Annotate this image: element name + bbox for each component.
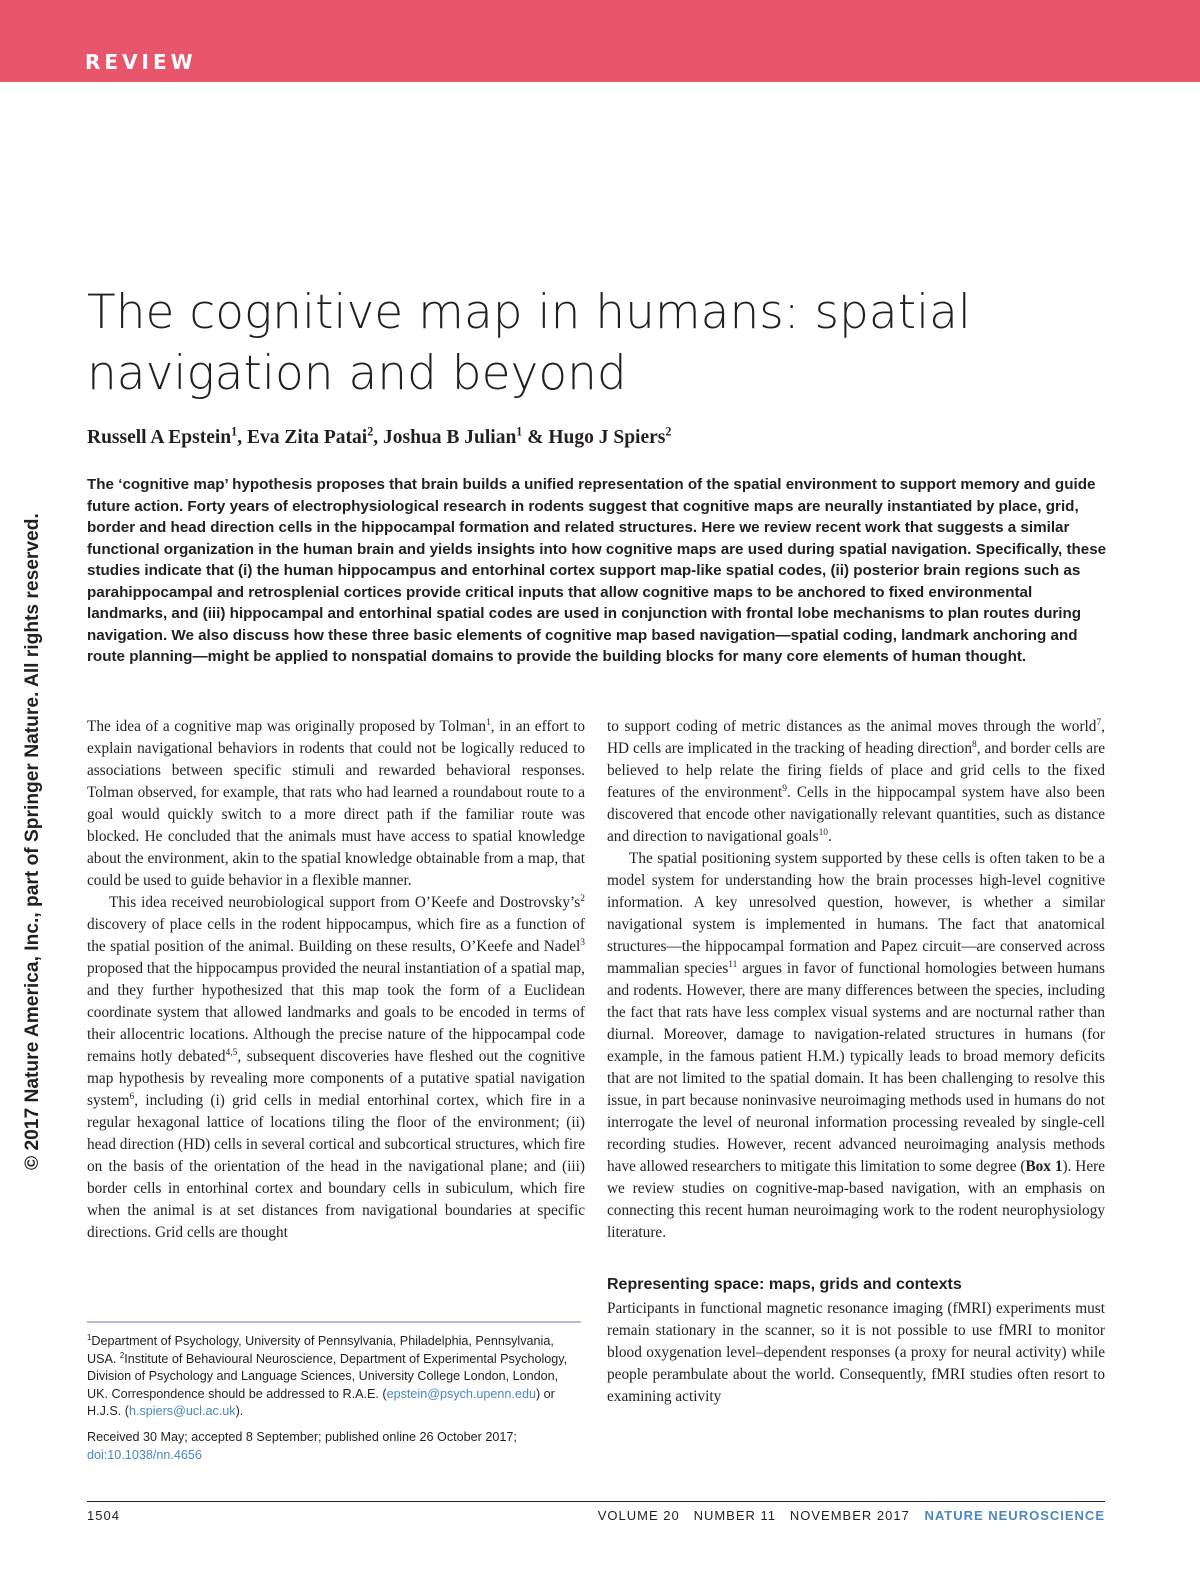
text-run: This idea received neurobiological support from O’Keefe and Dostrovsky’s xyxy=(109,894,581,911)
section-heading: Representing space: maps, grids and contexts xyxy=(607,1276,962,1293)
reference-mark: 11 xyxy=(728,959,738,970)
body-paragraph xyxy=(607,848,1105,1244)
publication-dates xyxy=(87,1429,581,1464)
text-run: proposed that the hippocampus provided the neural instantiation of a spatial map, and they further hypothesized that this map took the form of a Euclidean coordinate system that allowed landmarks and goals to be encoded in terms of their allocentric locations. Although the precise nature of the hippocampal code remains hotly debated xyxy=(87,960,585,1065)
journal-name: NATURE NEUROSCIENCE xyxy=(924,1508,1105,1523)
reference-mark: 10 xyxy=(818,827,829,838)
body-paragraph-continued xyxy=(607,716,1105,848)
title-line-2: navigation and beyond xyxy=(87,346,627,401)
affiliation-number: 2 xyxy=(119,1350,125,1360)
reference-mark: 9 xyxy=(782,783,787,794)
reference-mark: 1 xyxy=(486,717,491,728)
body-column-right xyxy=(607,716,1105,1408)
section-label: REVIEW xyxy=(85,50,197,74)
text-run: argues in favor of functional homologies between humans and rodents. However, there are many differences between the species, including the fact that rats have less complex visual systems and are nocturnal rather than diurnal. Moreover, damage to navigation-related structures in humans (for example, in the famous patient H.M.) typically leads to broad memory deficits that are not limited to the spatial domain. It has been challenging to resolve this issue, in part because noninvasive neuroimaging methods used in humans do not interrogate the level of neuronal information processing revealed by single-cell recording studies. However, recent advanced neuroimaging analysis methods have allowed researchers to mitigate this limitation to some degree ( xyxy=(607,960,1105,1175)
author-separator: & xyxy=(522,427,549,448)
affiliation-text: ) or H.J.S. ( xyxy=(87,1386,555,1418)
journal-info xyxy=(598,1508,1105,1523)
text-run: ). Here we review studies on cognitive-map-based navigation, with an emphasis on connecting this recent human neuroimaging work to the rodent neurophysiology literature. xyxy=(607,1158,1105,1241)
text-run: , in an effort to explain navigational behaviors in rodents that could not be logically reduced to associations between specific stimuli and rewarded behavioral responses. Tolman observed, for example, that rats who had learned a roundabout route to a goal would quickly switch to a more direct path if the familiar route was blocked. He concluded that the animals must have access to spatial knowledge about the environment, akin to the spatial knowledge obtainable from a map, that could be used to guide behavior in a flexible manner. xyxy=(87,718,585,889)
box-reference[interactable]: Box 1 xyxy=(1025,1158,1063,1175)
affiliations-footnote xyxy=(87,1333,581,1421)
author-name: Joshua B Julian xyxy=(382,427,517,448)
reference-mark: 4,5 xyxy=(225,1047,238,1058)
text-run: The spatial positioning system supported by these cells is often taken to be a model system for understanding how the brain processes high-level cognitive information. A key unresolved question, however, is whether a similar navigational system is implemented in humans. The fact that anatomical structures—the hippocampal formation and Papez circuit—are conserved across mammalian species xyxy=(607,850,1105,977)
reference-mark: 6 xyxy=(129,1091,135,1102)
affiliation-number: 1 xyxy=(87,1332,92,1342)
reference-mark: 3 xyxy=(580,937,585,948)
text-run: . Cells in the hippocampal system have also been discovered that encode other navigationally relevant quantities, such as distance and direction to navigational goals xyxy=(607,784,1106,845)
doi-link[interactable]: doi:10.1038/nn.4656 xyxy=(87,1447,202,1462)
reference-mark: 2 xyxy=(580,893,585,904)
body-paragraph: Participants in functional magnetic resonance imaging (fMRI) experiments must remain stationary in the scanner, so it is not possible to use fMRI to monitor blood oxygenation level–dependent responses (a proxy for neural activity) while people perambulate about the world. Consequently, fMRI studies often resort to examining activity xyxy=(607,1300,1105,1405)
text-run: , and border cells are believed to help relate the firing fields of place and grid cells to the fixed features of the environment xyxy=(607,740,1105,801)
text-run: . xyxy=(828,828,832,845)
text-run: , subsequent discoveries have fleshed out the cognitive map hypothesis by revealing more components of a putative spatial navigation system xyxy=(87,1048,585,1109)
author-list xyxy=(87,424,1127,449)
author-separator: , xyxy=(373,427,383,448)
author-name: Eva Zita Patai xyxy=(246,427,368,448)
copyright-notice: © 2017 Nature America, Inc., part of Springer Nature. All rights reserved. xyxy=(22,513,43,1170)
author-affiliation: 2 xyxy=(367,424,374,439)
text-run: The idea of a cognitive map was originally proposed by Tolman xyxy=(87,718,487,735)
affiliation-text: Department of Psychology, University of Pennsylvania, Philadelphia, Pennsylvania, USA. xyxy=(87,1334,554,1366)
body-paragraph xyxy=(87,892,585,1244)
abstract: The ‘cognitive map’ hypothesis proposes that brain builds a unified representation of the spatial environment to support memory and guide future action. Forty years of electrophysiological research in rodents suggest that cognitive maps are neurally instantiated by place, grid, border and head direction cells in the hippocampal formation and related structures. Here we review recent work that suggests a similar functional organization in the human brain and yields insights into how cognitive maps are used during spatial navigation. Specifically, these studies indicate that (i) the human hippocampus and entorhinal cortex support map-like spatial codes, (ii) posterior brain regions such as parahippocampal and retrosplenial cortices provide critical inputs that allow cognitive maps to be anchored to fixed environmental landmarks, and (iii) hippocampal and entorhinal spatial codes are used in conjunction with frontal lobe mechanisms to plan routes during navigation. We also discuss how these three basic elements of cognitive map based navigation—spatial coding, landmark anchoring and route planning—might be applied to nonspatial domains to provide the building blocks for many core elements of human thought. xyxy=(87,476,1107,665)
author-name: Russell A Epstein xyxy=(87,427,232,448)
affiliation-text: ). xyxy=(235,1404,244,1418)
volume: VOLUME 20 xyxy=(597,1508,680,1523)
text-run: discovery of place cells in the rodent hippocampus, which fire as a function of the spatial position of the animal. Building on these results, O’Keefe and Nadel xyxy=(87,916,585,955)
reference-mark: 7 xyxy=(1096,717,1102,728)
body-column-left xyxy=(87,716,585,1244)
affiliation-text: Institute of Behavioural Neuroscience, Department of Experimental Psychology, Division of Psychology and Language Sciences, University College London, London, UK. Correspondence should be addressed to R.A.E. ( xyxy=(87,1351,568,1401)
footer-divider xyxy=(87,1501,1105,1502)
author-name: Hugo J Spiers xyxy=(548,427,666,448)
body-paragraph xyxy=(87,716,585,892)
reference-mark: 8 xyxy=(971,739,977,750)
text-run: , HD cells are implicated in the tracking of heading direction xyxy=(607,718,1105,757)
issue-number: NUMBER 11 xyxy=(693,1508,777,1523)
title-line-1: The cognitive map in humans: spatial xyxy=(87,285,971,340)
footnote-divider xyxy=(87,1321,581,1323)
author-separator: , xyxy=(237,427,247,448)
article-title xyxy=(87,282,1127,404)
page-number: 1504 xyxy=(87,1508,120,1523)
author-affiliation: 1 xyxy=(231,424,238,439)
dates-text: Received 30 May; accepted 8 September; published online 26 October 2017; xyxy=(87,1430,517,1444)
author-affiliation: 2 xyxy=(665,424,672,439)
email-link[interactable]: h.spiers@ucl.ac.uk xyxy=(128,1404,236,1418)
text-run: to support coding of metric distances as the animal moves through the world xyxy=(607,718,1097,735)
email-link[interactable]: epstein@psych.upenn.edu xyxy=(386,1386,536,1401)
text-run: , including (i) grid cells in medial entorhinal cortex, which fire in a regular hexagonal lattice of locations tiling the floor of the environment; (ii) head direction (HD) cells in several cortical and subcortical structures, which fire on the basis of the orientation of the head in the navigational plane; and (iii) border cells in entorhinal cortex and boundary cells in subiculum, which fire when the animal is at set distances from navigational boundaries at specific directions. Grid cells are thought xyxy=(87,1092,585,1241)
issue-date: NOVEMBER 2017 xyxy=(789,1508,910,1523)
author-affiliation: 1 xyxy=(516,424,523,439)
